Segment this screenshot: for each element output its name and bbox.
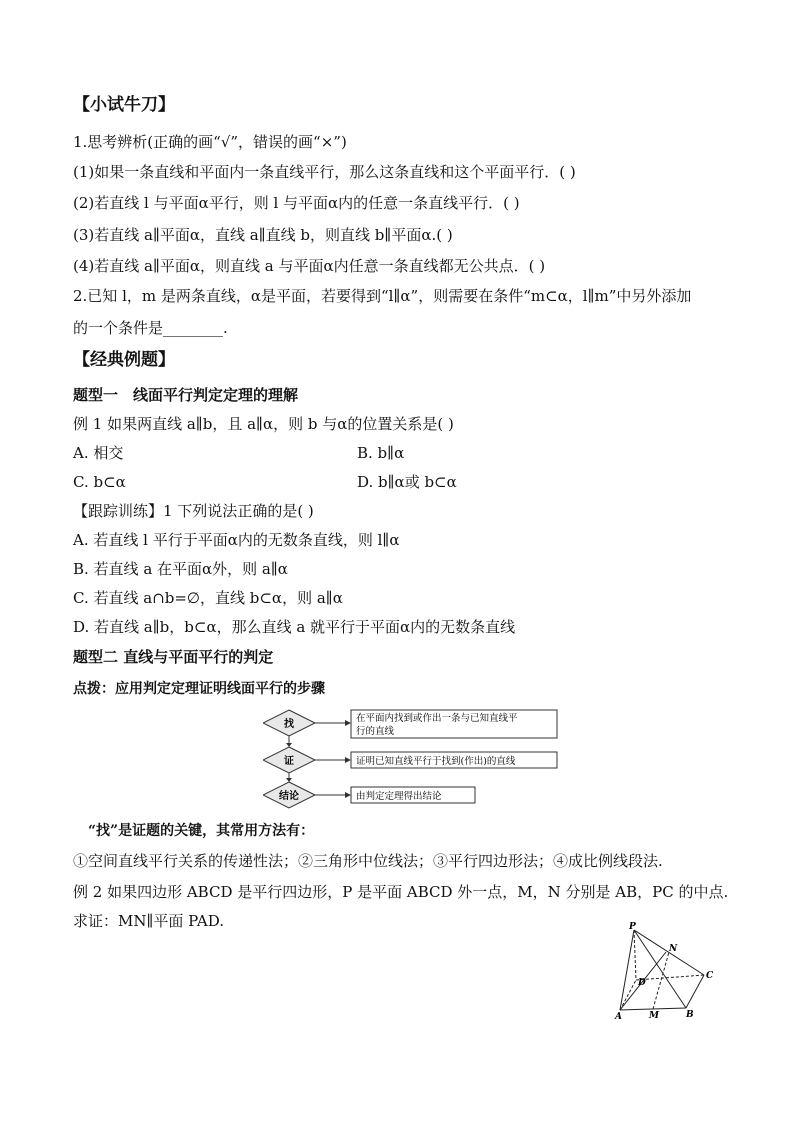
point-label-a: A <box>615 1012 622 1022</box>
question-2-line-2: 的一个条件是________. <box>73 319 228 337</box>
question-1-item-3: (3)若直线 a∥平面α，直线 a∥直线 b，则直线 b∥平面α.( ) <box>73 226 453 244</box>
point-label-b: B <box>686 1010 694 1020</box>
point-label-m: M <box>649 1011 659 1021</box>
question-2-line-1: 2.已知 l，m 是两条直线，α是平面，若要得到“l∥α”，则需要在条件“m⊂α，l∥m”中另外添加 <box>73 287 692 305</box>
flow-desc-prove: 证明已知直线平行于找到(作出)的直线 <box>356 756 516 767</box>
question-1-item-2: (2)若直线 l 与平面α平行，则 l 与平面α内的任意一条直线平行．( ) <box>73 194 520 212</box>
practice-1-option-c: C. 若直线 a∩b=∅，直线 b⊂α，则 a∥α <box>73 589 343 607</box>
example-1-option-b: B. b∥α <box>357 444 405 462</box>
proof-steps-flowchart <box>263 706 563 810</box>
example-1-stem: 例 1 如果两直线 a∥b，且 a∥α，则 b 与α的位置关系是( ) <box>73 415 454 433</box>
flow-step-prove: 证 <box>284 756 294 767</box>
example-1-option-d: D. b∥α或 b⊂α <box>357 473 457 491</box>
methods-list: ①空间直线平行关系的传递性法；②三角形中位线法；③平行四边形法；④成比例线段法. <box>73 852 663 870</box>
tip-line: 点拨：应用判定定理证明线面平行的步骤 <box>73 681 325 697</box>
flow-desc-find-line-1: 在平面内找到或作出一条与已知直线平 <box>356 713 518 724</box>
practice-1-option-a: A. 若直线 l 平行于平面α内的无数条直线，则 l∥α <box>73 531 400 549</box>
section-title-examples: 【经典例题】 <box>73 350 175 370</box>
point-label-c: C <box>706 971 714 981</box>
type-1-title: 题型一 线面平行判定定理的理解 <box>73 386 299 404</box>
flow-step-conclude: 结论 <box>279 791 299 802</box>
practice-1-option-d: D. 若直线 a∥b，b⊂α，那么直线 a 就平行于平面α内的无数条直线 <box>73 618 516 636</box>
flow-desc-find-line-2: 行的直线 <box>356 726 395 737</box>
type-2-title: 题型二 直线与平面平行的判定 <box>73 648 274 666</box>
pyramid-figure <box>612 920 722 1022</box>
practice-1-option-b: B. 若直线 a 在平面α外，则 a∥α <box>73 560 288 578</box>
example-2-line-1: 例 2 如果四边形 ABCD 是平行四边形，P 是平面 ABCD 外一点，M，N 分别是 AB，PC 的中点. <box>73 883 729 901</box>
point-label-d: D <box>638 978 646 988</box>
question-1-item-1: (1)如果一条直线和平面内一条直线平行，那么这条直线和这个平面平行．( ) <box>73 163 576 181</box>
flow-desc-conclude: 由判定定理得出结论 <box>356 791 442 802</box>
example-1-option-c: C. b⊂α <box>73 473 126 491</box>
key-sentence: “找”是证题的关键，其常用方法有： <box>88 823 315 839</box>
question-1-stem: 1.思考辨析(正确的画“√”，错误的画“×”) <box>73 133 347 151</box>
question-1-item-4: (4)若直线 a∥平面α，则直线 a 与平面α内任意一条直线都无公共点．( ) <box>73 257 546 275</box>
point-label-n: N <box>669 944 678 954</box>
example-1-option-a: A. 相交 <box>73 444 124 462</box>
point-label-p: P <box>629 922 636 932</box>
practice-1-stem: 【跟踪训练】1 下列说法正确的是( ) <box>73 502 314 520</box>
section-title-practice: 【小试牛刀】 <box>73 95 175 115</box>
example-2-line-2: 求证：MN∥平面 PAD. <box>73 912 224 930</box>
flow-step-find: 找 <box>284 719 294 730</box>
